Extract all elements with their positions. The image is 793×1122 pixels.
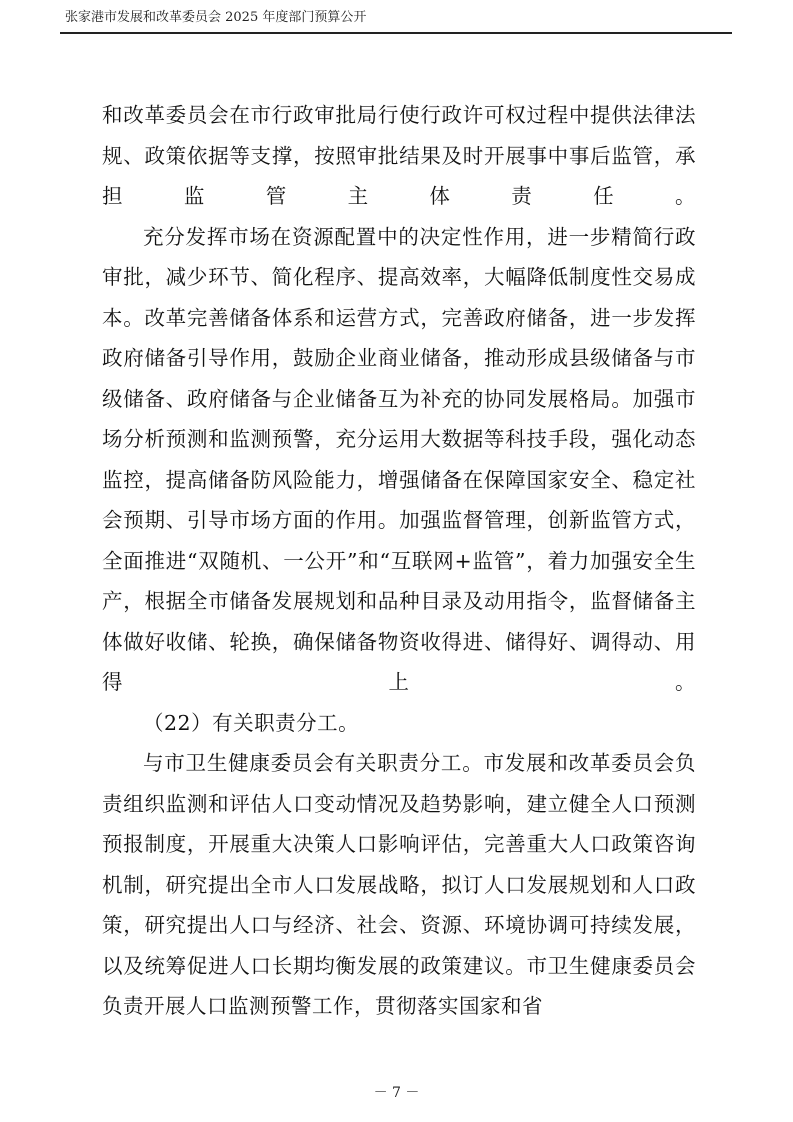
paragraph-market-reform: 充分发挥市场在资源配置中的决定性作用，进一步精简行政审批，减少环节、简化程序、提高效率，大幅降低制度性交易成本。改革完善储备体系和运营方式，完善政府储备，进一步发挥政府储备引导作用，鼓励企业商业储备，推动形成县级储备与市级储备、政府储备与企业储备互为补充的协同发展格局。加强市场分析预测和监测预警，充分运用大数据等科技手段，强化动态监控，提高储备防风险能力，增强储备在保障国家安全、稳定社会预期、引导市场方面的作用。加强监督管理，创新监管方式，全面推进“双随机、一公开”和“互联网+监管”，着力加强安全生产，根据全市储备发展规划和品种目录及动用指令，监督储备主体做好收储、轮换，确保储备物资收得进、储得好、调得动、用得上。 bbox=[102, 224, 696, 694]
page-number: － 7 － bbox=[373, 1085, 420, 1101]
paragraph-health-commission: 与市卫生健康委员会有关职责分工。市发展和改革委员会负责组织监测和评估人口变动情况及趋势影响，建立健全人口预测预报制度，开展重大决策人口影响评估，完善重大人口政策咨询机制，研究提出全市人口发展战略，拟订人口发展规划和人口政策，研究提出人口与经济、社会、资源、环境协调可持续发展，以及统筹促进人口长期均衡发展的政策建议。市卫生健康委员会负责开展人口监测预警工作，贯彻落实国家和省 bbox=[102, 751, 696, 1018]
section-heading-duty-division: （22）有关职责分工。 bbox=[143, 710, 360, 735]
paragraph-continuation: 和改革委员会在市行政审批局行使行政许可权过程中提供法律法规、政策依据等支撑，按照审批结果及时开展事中事后监管，承担监管主体责任。 bbox=[102, 103, 696, 208]
header-title: 张家港市发展和改革委员会 2025 年度部门预算公开 bbox=[65, 10, 367, 25]
document-body bbox=[102, 95, 696, 1027]
page-header bbox=[60, 6, 732, 34]
